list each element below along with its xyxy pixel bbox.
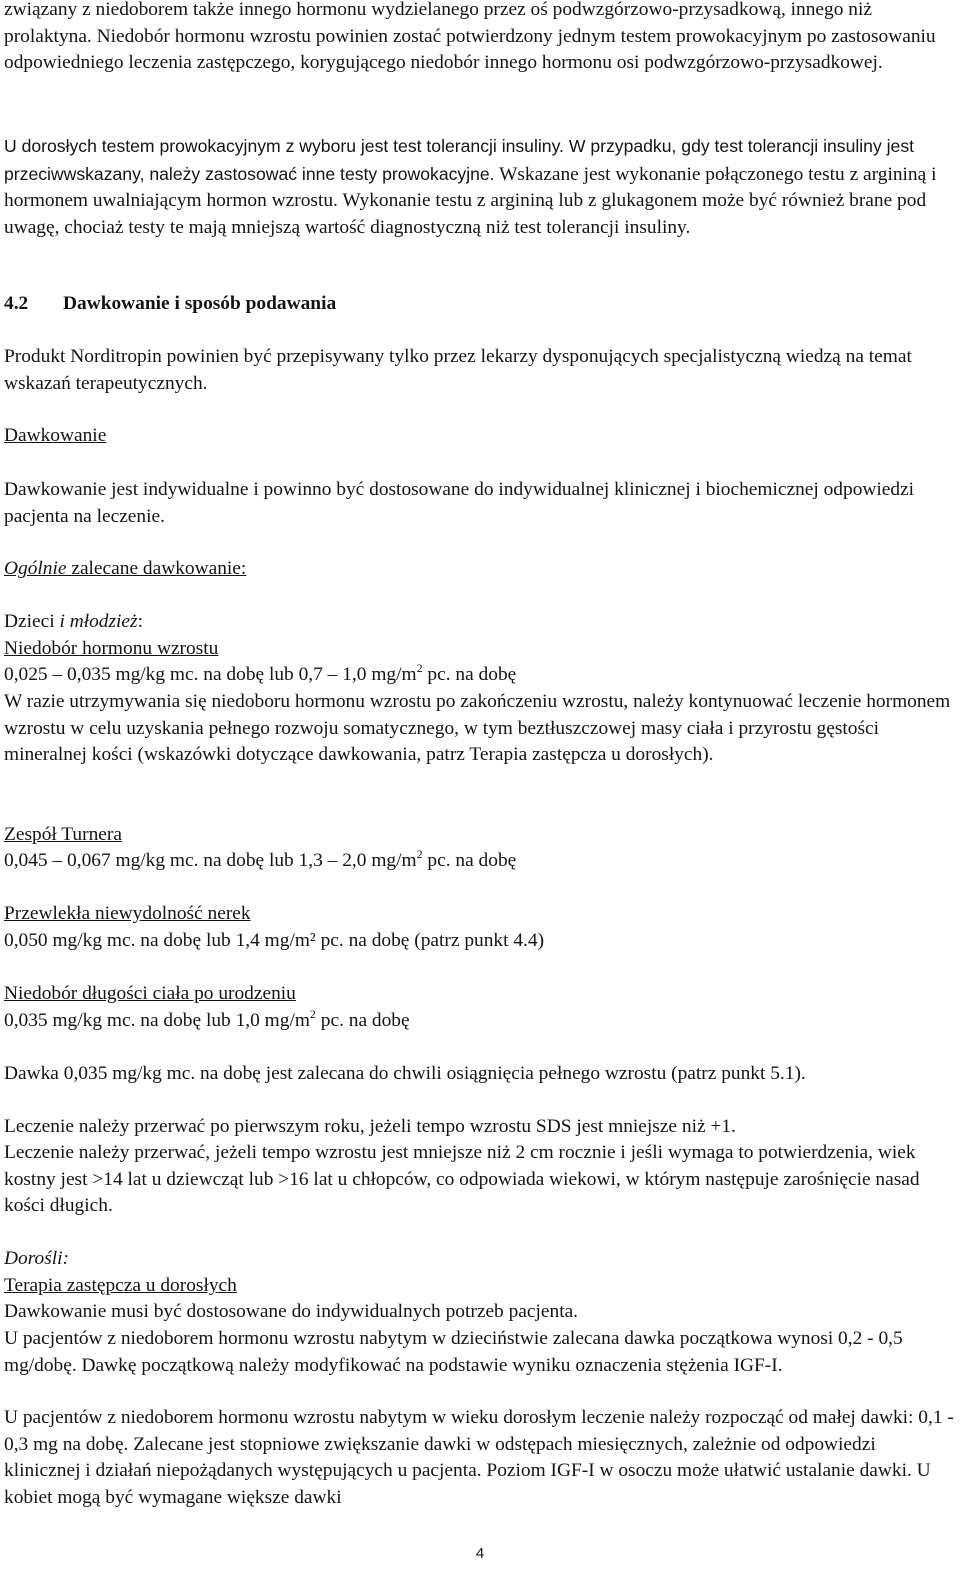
- sga-title: Niedobór długości ciała po urodzeniu: [4, 983, 296, 1004]
- gh-dose-text-a: 0,025 ‒ 0,035 mg/kg mc. na dobę lub 0,7 ‒ 1,0 mg/m: [4, 664, 417, 685]
- gh-deficiency-title: Niedobór hormonu wzrostu: [4, 638, 219, 659]
- children-label-plain: Dzieci: [4, 611, 60, 632]
- general-dosage-heading: [4, 556, 246, 583]
- children-label-colon: :: [137, 611, 143, 632]
- general-dosage-rest: zalecane dawkowanie:: [66, 558, 247, 579]
- gh-deficiency-dose: [4, 662, 516, 689]
- sga-note-3: Leczenie należy przerwać, jeżeli tempo wzrostu jest mniejsze niż 2 cm rocznie i jeśli wymaga to potwierdzenia, wiek kostny jest >14 lat u dziewcząt lub >16 lat u chłopców, co odpowiada wiekowi, w którym następuje zarośnięcie nasad kości długich.: [4, 1142, 920, 1216]
- turner-dose-text-a: 0,045 ‒ 0,067 mg/kg mc. na dobę lub 1,3 ‒ 2,0 mg/m: [4, 850, 417, 871]
- turner-dose-sup: 2: [416, 847, 423, 861]
- section-heading: [4, 291, 336, 318]
- provocation-test-paragraph: [4, 133, 954, 241]
- sga-note-2: Leczenie należy przerwać po pierwszym roku, jeżeli tempo wzrostu SDS jest mniejsze niż +1.: [4, 1116, 736, 1137]
- sga-dose-text-a: 0,035 mg/kg mc. na dobę lub 1,0 mg/m: [4, 1010, 310, 1031]
- dosage-heading: Dawkowanie: [4, 425, 107, 446]
- section-intro: Produkt Norditropin powinien być przepisywany tylko przez lekarzy dysponujących specjalistyczną wiedzą na temat wskazań terapeutycznych.: [4, 346, 912, 394]
- turner-dose: [4, 848, 516, 875]
- intro-paragraph: związany z niedoborem także innego hormonu wydzielanego przez oś podwzgórzowo-przysadkową, innego niż prolaktyna. Niedobór hormonu wzrostu powinien zostać potwierdzony jednym testem prowokacyjnym po zastosowaniu odpowiedniego leczenia zastępczego, korygującego niedobór innego hormonu osi podwzgórzowo-przysadkowej.: [4, 0, 936, 73]
- general-dosage-italic: Ogólnie: [4, 558, 67, 579]
- turner-dose-text-b: pc. na dobę: [422, 850, 517, 871]
- adult-therapy-title: Terapia zastępcza u dorosłych: [4, 1275, 237, 1296]
- sga-dose-sup: 2: [309, 1007, 316, 1021]
- adult-therapy-line-3: U pacjentów z niedoborem hormonu wzrostu nabytym w wieku dorosłym leczenie należy rozpocząć od małej dawki: 0,1 - 0,3 mg na dobę. Zalecane jest stopniowe zwiększanie dawki w odstępach miesięcznych, zależnie od odpowiedzi klinicznej i działań niepożądanych występujących u pacjenta. Poziom IGF-I w osoczu może ułatwić ustalanie dawki. U kobiet mogą być wymagane większe dawki: [4, 1407, 954, 1508]
- turner-title: Zespół Turnera: [4, 824, 122, 845]
- ckd-title: Przewlekła niewydolność nerek: [4, 903, 251, 924]
- section-title: Dawkowanie i sposób podawania: [63, 293, 337, 314]
- children-label-italic: i młodzież: [59, 611, 138, 632]
- children-label: [4, 609, 143, 636]
- adults-label: Dorośli:: [4, 1248, 69, 1269]
- adult-therapy-line-1: Dawkowanie musi być dostosowane do indywidualnych potrzeb pacjenta.: [4, 1301, 579, 1322]
- gh-dose-sup: 2: [416, 661, 423, 675]
- sga-dose-text-b: pc. na dobę: [315, 1010, 410, 1031]
- sga-dose: [4, 1008, 410, 1035]
- section-number: 4.2: [4, 293, 29, 314]
- dosage-text: Dawkowanie jest indywidualne i powinno być dostosowane do indywidualnej klinicznej i biochemicznej odpowiedzi pacjenta na leczenie.: [4, 479, 915, 527]
- ckd-dose: 0,050 mg/kg mc. na dobę lub 1,4 mg/m² pc. na dobę (patrz punkt 4.4): [4, 930, 545, 951]
- gh-dose-text-b: pc. na dobę: [422, 664, 517, 685]
- provocation-test-text-sans: U dorosłych testem prowokacyjnym z wyboru jest test tolerancji insuliny. W przypadku, gdy test tolerancji insuliny jest przeciwwskazany, należy zastosować inne testy prowokacyjne.: [4, 136, 915, 184]
- provocation-test-text: Wskazane jest wykonanie połączonego testu z argininą i hormonem uwalniającym hormon wzrostu. Wykonanie testu z argininą lub z glukagonem może być również brane pod uwagę, chociaż testy te mają mniejszą wartość diagnostyczną niż test tolerancji insuliny.: [4, 163, 937, 238]
- page-number: 4: [475, 1545, 485, 1562]
- adult-therapy-line-2: U pacjentów z niedoborem hormonu wzrostu nabytym w dzieciństwie zalecana dawka początkowa wynosi 0,2 - 0,5 mg/dobę. Dawkę początkową należy modyfikować na podstawie wyniku oznaczenia stężenia IGF-I.: [4, 1328, 903, 1376]
- sga-note-1: Dawka 0,035 mg/kg mc. na dobę jest zalecana do chwili osiągnięcia pełnego wzrostu (patrz punkt 5.1).: [4, 1063, 806, 1084]
- gh-deficiency-note: W razie utrzymywania się niedoboru hormonu wzrostu po zakończeniu wzrostu, należy kontynuować leczenie hormonem wzrostu w celu uzyskania pełnego rozwoju somatycznego, w tym beztłuszczowej masy ciała i przyrostu gęstości mineralnej kości (wskazówki dotyczące dawkowania, patrz Terapia zastępcza u dorosłych).: [4, 691, 951, 765]
